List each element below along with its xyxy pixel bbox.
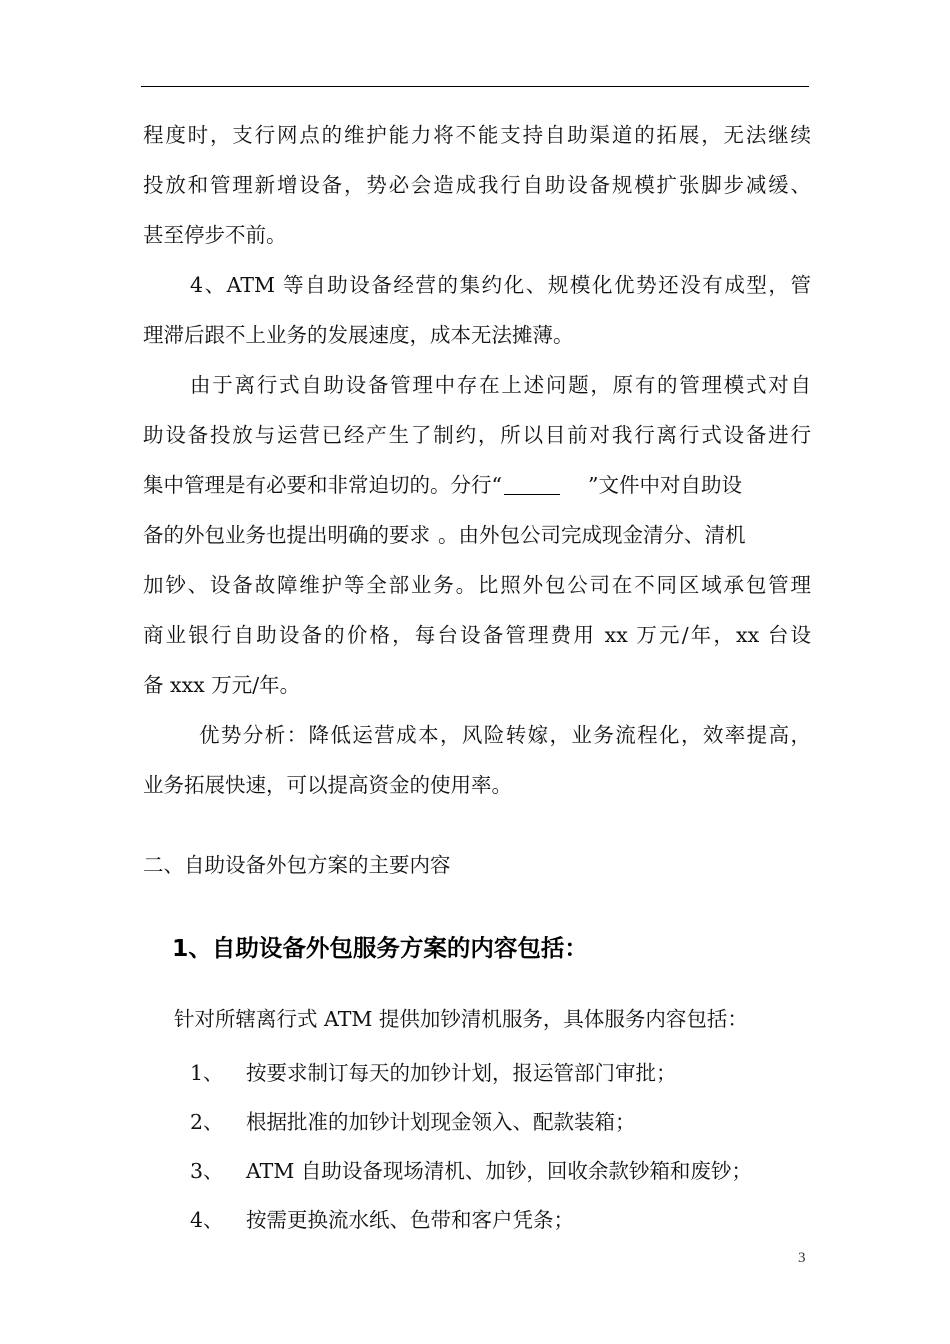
paragraph-line: 甚至停步不前。 (143, 223, 287, 247)
paragraph-line: 投放和管理新增设备，势必会造成我行自助设备规模扩张脚步减缓、 (143, 173, 811, 197)
page-number: 3 (798, 1250, 806, 1266)
paragraph-line: 备 xxx 万元/年。 (143, 673, 301, 697)
paragraph-line: 理滞后跟不上业务的发展速度，成本无法摊薄。 (143, 323, 574, 347)
text-segment: ”文件中对自助设 (587, 473, 742, 497)
list-item-number: 1、 (190, 1061, 224, 1085)
subheading: 1、自助设备外包服务方案的内容包括： (172, 934, 588, 962)
text-segment: 集中管理是有必要和非常迫切的。分行“ (143, 473, 502, 497)
text-segment: 备的外包业务也提出明确的要求 (143, 523, 430, 547)
header-rule (141, 86, 809, 87)
fill-in-blank (504, 472, 560, 495)
list-item-text: 按要求制订每天的加钞计划，报运管部门审批； (246, 1061, 677, 1085)
paragraph-line (143, 518, 811, 552)
list-item-number: 3、 (190, 1159, 224, 1183)
paragraph-line (143, 468, 811, 502)
paragraph-line: 商业银行自助设备的价格，每台设备管理费用 xx 万元/年，xx 台设 (143, 623, 811, 647)
underline-mark (430, 518, 438, 552)
list-item-number: 2、 (190, 1110, 224, 1134)
paragraph-line: 程度时，支行网点的维护能力将不能支持自助渠道的拓展，无法继续 (143, 123, 811, 147)
paragraph-line: 4、ATM 等自助设备经营的集约化、规模化优势还没有成型，管 (190, 273, 811, 297)
text-segment: 。由外包公司完成现金清分、清机 (438, 523, 746, 547)
paragraph-line: 由于离行式自助设备管理中存在上述问题，原有的管理模式对自 (190, 373, 811, 397)
intro-line: 针对所辖离行式 ATM 提供加钞清机服务，具体服务内容包括： (174, 1007, 748, 1031)
list-item-text: 按需更换流水纸、色带和客户凭条； (246, 1208, 574, 1232)
list-item-text: 根据批准的加钞计划现金领入、配款装箱； (246, 1110, 636, 1134)
list-item-text: ATM 自助设备现场清机、加钞，回收余款钞箱和废钞； (246, 1159, 752, 1183)
paragraph-line: 助设备投放与运营已经产生了制约，所以目前对我行离行式设备进行 (143, 423, 811, 447)
paragraph-line: 优势分析：降低运营成本，风险转嫁，业务流程化，效率提高， (199, 723, 811, 747)
list-item-number: 4、 (190, 1208, 224, 1232)
paragraph-line: 业务拓展快速，可以提高资金的使用率。 (143, 773, 512, 797)
paragraph-line: 加钞、设备故障维护等全部业务。比照外包公司在不同区域承包管理 (143, 573, 811, 597)
section-title: 二、自助设备外包方案的主要内容 (143, 853, 451, 877)
